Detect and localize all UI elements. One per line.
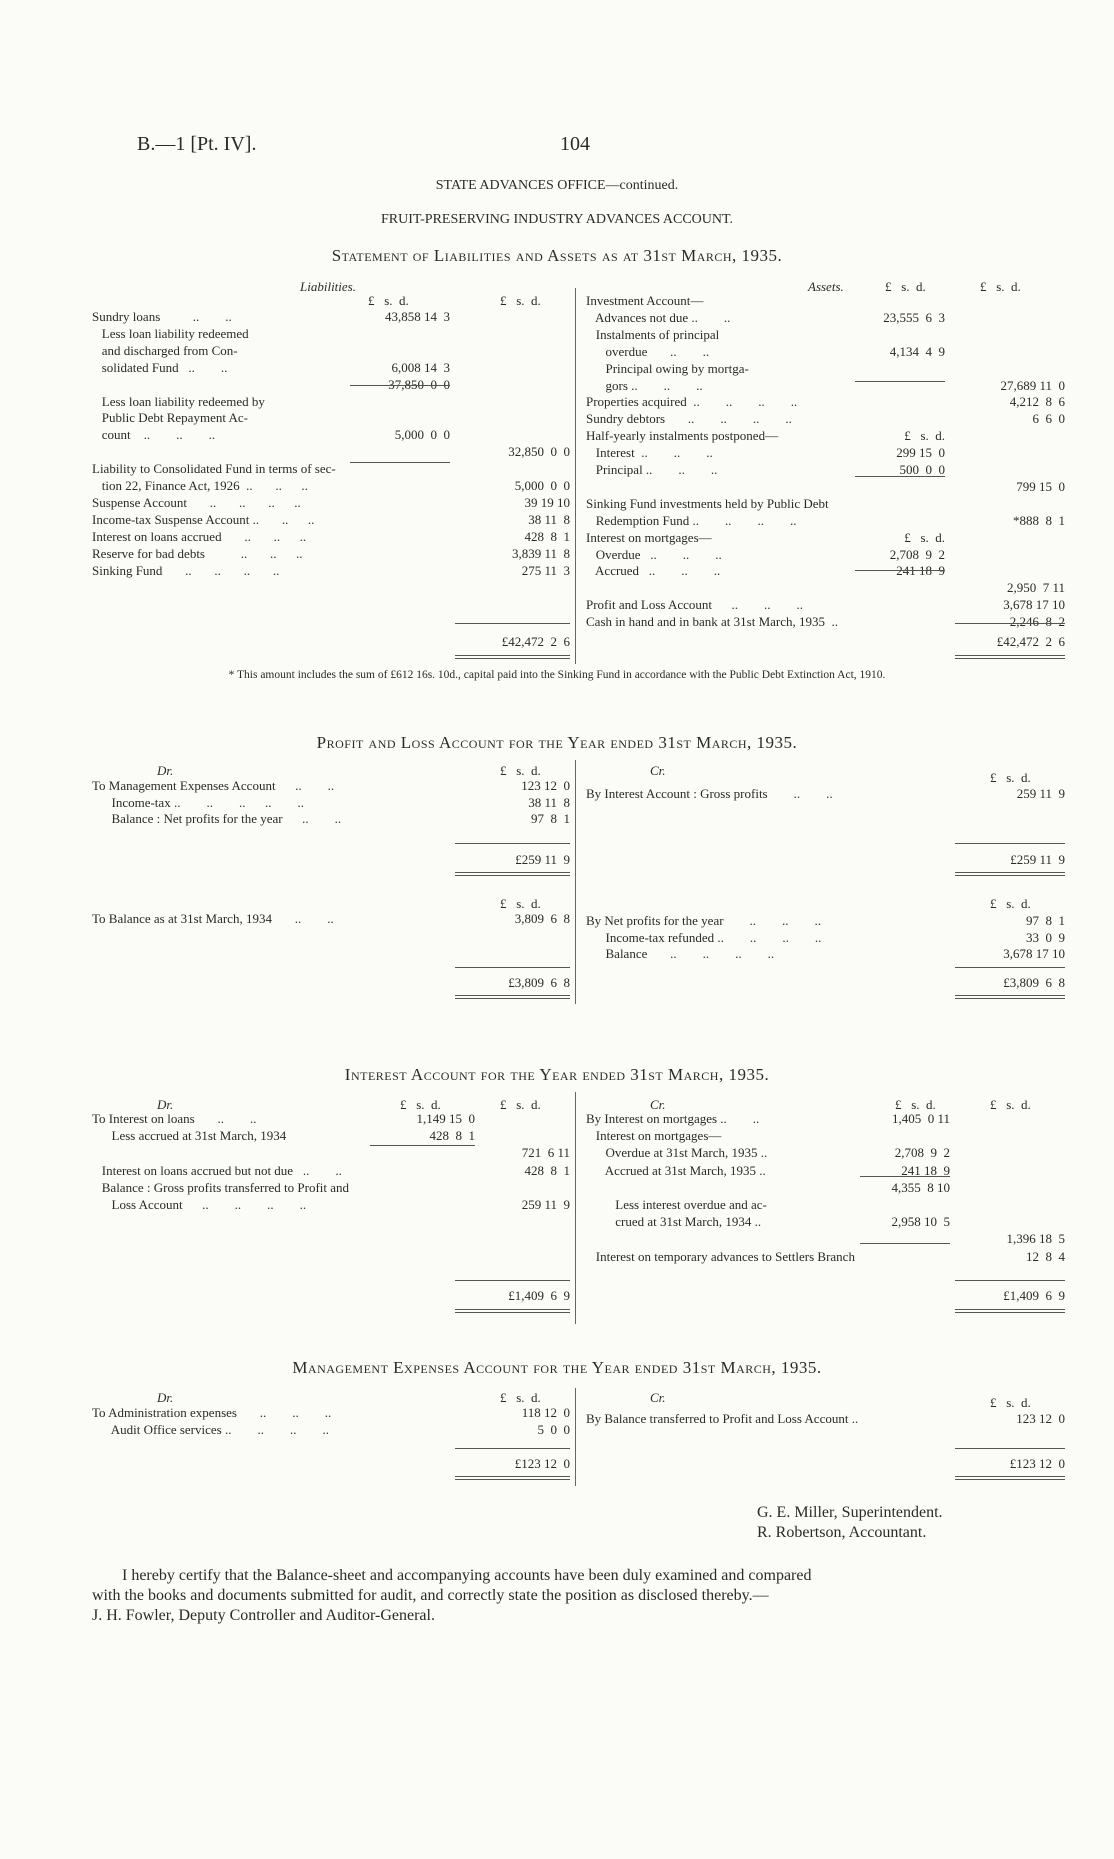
- signature-superintendent: G. E. Miller, Superintendent.: [757, 1504, 943, 1521]
- asset-row: [586, 378, 1066, 394]
- liability-c2-value: 428 8 1: [524, 528, 570, 544]
- asset-c2-value: 3,678 17 10: [1003, 597, 1065, 613]
- asset-label: Sundry debtors .. .. .. ..: [586, 411, 792, 427]
- ia-right-c2-value: 12 8 4: [1026, 1248, 1065, 1264]
- liability-row: [92, 360, 572, 376]
- asset-row: [586, 580, 1066, 596]
- me-left-total: £123 12 0: [514, 1456, 570, 1471]
- liability-row: [92, 563, 572, 579]
- me-right-label: By Balance transferred to Profit and Loss Account ..: [586, 1411, 859, 1426]
- ia-right-label: crued at 31st March, 1934 ..: [586, 1214, 762, 1230]
- asset-label: Principal .. .. ..: [586, 462, 718, 477]
- pl-left-label: Income-tax .. .. .. .. ..: [92, 794, 304, 810]
- asset-c1-value: 500 0 0: [899, 462, 945, 477]
- ia-right-c1-value: 2,708 9 2: [894, 1145, 950, 1161]
- liability-label: Less loan liability redeemed by: [92, 393, 265, 409]
- asset-col-header-2: £ s. d.: [980, 279, 1021, 294]
- liability-row: [92, 343, 572, 359]
- liability-label: Suspense Account .. .. .. ..: [92, 494, 301, 510]
- liab-col-header-1: £ s. d.: [368, 293, 409, 308]
- liability-row: [92, 377, 572, 393]
- ia-right-row: [586, 1231, 1066, 1247]
- pl-right2-row: [586, 946, 1066, 962]
- pl-right2-v-value: 97 8 1: [1026, 913, 1065, 928]
- asset-label: Cash in hand and in bank at 31st March, 1935 ..: [586, 614, 839, 630]
- liability-label: solidated Fund .. ..: [92, 359, 228, 375]
- asset-label: overdue .. ..: [586, 343, 710, 359]
- asset-c2-value: 2,246 8 2: [1009, 614, 1065, 630]
- office-title: STATE ADVANCES OFFICE—continued.: [435, 178, 679, 193]
- me-right-col: £ s. d.: [990, 1395, 1031, 1410]
- asset-row: [586, 513, 1066, 529]
- asset-row: [586, 479, 1066, 495]
- ia-left-c1-value: 428 8 1: [429, 1128, 475, 1144]
- ia-left-c1-value: 1,149 15 0: [416, 1111, 475, 1126]
- pl-dr: Dr.: [157, 763, 174, 778]
- asset-row: [586, 428, 1066, 444]
- ia-left-c2-value: 259 11 9: [521, 1197, 570, 1212]
- ia-right-c2-value: 1,396 18 5: [1006, 1231, 1065, 1247]
- asset-label: Interest .. .. ..: [586, 445, 713, 461]
- liability-row: [92, 461, 572, 477]
- asset-c1-value: 23,555 6 3: [883, 309, 945, 325]
- ia-left-col2: £ s. d.: [500, 1097, 541, 1112]
- pl-left-row: [92, 795, 572, 811]
- pl-right2-row: [586, 913, 1066, 929]
- pl-right-col: £ s. d.: [990, 770, 1031, 785]
- pl-right-v-value: 259 11 9: [1016, 786, 1065, 801]
- me-dr: Dr.: [157, 1390, 174, 1405]
- pl-left-row: [92, 778, 572, 794]
- ia-left-row: [92, 1180, 572, 1196]
- assets-heading: Assets.: [808, 279, 844, 294]
- asset-c2-value: 27,689 11 0: [1000, 377, 1065, 393]
- asset-c1-value: 299 15 0: [896, 445, 945, 461]
- me-left-v-value: 5 0 0: [537, 1421, 570, 1437]
- ia-right-label: By Interest on mortgages .. ..: [586, 1111, 760, 1126]
- ia-right-label: Accrued at 31st March, 1935 ..: [586, 1162, 766, 1178]
- liability-row: [92, 326, 572, 342]
- me-left-row: [92, 1405, 572, 1421]
- liability-row: [92, 478, 572, 494]
- liability-label: tion 22, Finance Act, 1926 .. .. ..: [92, 478, 308, 493]
- asset-label: Half-yearly instalments postponed—: [586, 428, 779, 444]
- asset-label: gors .. .. ..: [586, 377, 703, 393]
- balance-sheet-divider: [575, 288, 576, 664]
- liability-row: [92, 444, 572, 460]
- ia-right-row: [586, 1111, 1066, 1127]
- pl-right-label: By Interest Account : Gross profits .. ..: [586, 786, 833, 801]
- asset-row: [586, 310, 1066, 326]
- asset-row: [586, 530, 1066, 546]
- ia-left-label: To Interest on loans .. ..: [92, 1111, 257, 1126]
- ia-left-label: Loss Account .. .. .. ..: [92, 1197, 307, 1212]
- liab-col-header-2: £ s. d.: [500, 293, 541, 308]
- pl-cr: Cr.: [650, 763, 666, 778]
- pl-left2-v-value: 3,809 6 8: [514, 911, 570, 926]
- pl-left-v-value: 38 11 8: [528, 794, 570, 810]
- me-title: Management Expenses Account for the Year ended 31st March, 1935.: [292, 1358, 822, 1377]
- ia-left-label: Less accrued at 31st March, 1934: [92, 1128, 287, 1144]
- pl-right-row: [586, 786, 1066, 802]
- pl-right2-label: Balance .. .. .. ..: [586, 946, 775, 961]
- me-divider: [575, 1388, 576, 1486]
- asset-c1-value: 241 18 9: [896, 563, 945, 579]
- pl-right-total: £259 11 9: [1010, 852, 1065, 867]
- ia-left-c2-value: 721 6 11: [521, 1145, 570, 1161]
- me-right-v-value: 123 12 0: [1016, 1411, 1065, 1426]
- ia-left-row: [92, 1111, 572, 1127]
- asset-label: Profit and Loss Account .. .. ..: [586, 597, 804, 613]
- ia-right-row: [586, 1163, 1066, 1179]
- signature-accountant: R. Robertson, Accountant.: [757, 1524, 927, 1541]
- me-right-row: [586, 1411, 1066, 1427]
- liability-label: and discharged from Con-: [92, 342, 238, 358]
- asset-c2-value: 799 15 0: [1016, 478, 1065, 494]
- ia-right-total: £1,409 6 9: [1003, 1288, 1065, 1303]
- liability-row: [92, 427, 572, 443]
- pl-left-row: [92, 811, 572, 827]
- liability-c1-value: 6,008 14 3: [391, 359, 450, 375]
- asset-row: [586, 327, 1066, 343]
- pl-right2-row: [586, 930, 1066, 946]
- ia-divider: [575, 1092, 576, 1324]
- asset-row: [586, 344, 1066, 360]
- asset-label: Properties acquired .. .. .. ..: [586, 394, 798, 410]
- ia-right-row: [586, 1197, 1066, 1213]
- pl-right2-total: £3,809 6 8: [1003, 975, 1065, 990]
- pl-left-col: £ s. d.: [500, 763, 541, 778]
- pl-right2-v-value: 33 0 9: [1026, 929, 1065, 945]
- liability-row: [92, 495, 572, 511]
- asset-label: Accrued .. .. ..: [586, 563, 721, 579]
- asset-label: Instalments of principal: [586, 326, 720, 342]
- asset-row: [586, 547, 1066, 563]
- ia-right-c1-value: 1,405 0 11: [891, 1111, 950, 1126]
- pl-right2-col: £ s. d.: [990, 896, 1031, 911]
- ia-right-label: Overdue at 31st March, 1935 ..: [586, 1145, 768, 1161]
- ia-left-row: [92, 1163, 572, 1179]
- ia-right-c1-value: 4,355 8 10: [891, 1179, 950, 1195]
- ia-right-label: Less interest overdue and ac-: [586, 1197, 767, 1212]
- liabilities-total: £42,472 2 6: [501, 634, 570, 649]
- me-left-v-value: 118 12 0: [521, 1405, 570, 1420]
- me-cr: Cr.: [650, 1390, 666, 1405]
- page-reference: B.—1 [Pt. IV].: [137, 133, 257, 155]
- page-number: 104: [560, 133, 590, 155]
- asset-c2-value: *888 8 1: [1013, 512, 1065, 528]
- liability-c2-value: 39 19 10: [524, 494, 570, 510]
- pl-title: Profit and Loss Account for the Year ended 31st March, 1935.: [316, 733, 798, 752]
- ia-right-row: [586, 1180, 1066, 1196]
- ia-left-row: [92, 1145, 572, 1161]
- asset-c1-value: £ s. d.: [904, 428, 945, 444]
- asset-label: Overdue .. .. ..: [586, 546, 722, 562]
- liabilities-heading: Liabilities.: [300, 279, 356, 294]
- ia-left-col1: £ s. d.: [400, 1097, 441, 1112]
- ia-left-row: [92, 1197, 572, 1213]
- liability-c2-value: 275 11 3: [521, 562, 570, 578]
- asset-row: [586, 462, 1066, 478]
- certificate-line-3: J. H. Fowler, Deputy Controller and Auditor-General.: [92, 1607, 435, 1624]
- liability-c2-value: 38 11 8: [528, 511, 570, 527]
- ia-right-label: Interest on mortgages—: [586, 1128, 722, 1144]
- assets-total: £42,472 2 6: [996, 634, 1065, 649]
- liability-row: [92, 394, 572, 410]
- ia-cr: Cr.: [650, 1097, 666, 1112]
- asset-c1-value: 2,708 9 2: [889, 546, 945, 562]
- pl-divider: [575, 760, 576, 1004]
- asset-row: [586, 445, 1066, 461]
- ia-right-label: Interest on temporary advances to Settlers Branch: [586, 1248, 855, 1264]
- statement-title: Statement of Liabilities and Assets as at 31st March, 1935.: [331, 246, 783, 265]
- asset-label: Sinking Fund investments held by Public Debt: [586, 495, 829, 511]
- pl-left2-row: [92, 911, 572, 927]
- ia-left-row: [92, 1128, 572, 1144]
- certificate-line-2: with the books and documents submitted for audit, and correctly state the position as disclosed thereby.—: [92, 1587, 769, 1604]
- ia-left-label: Interest on loans accrued but not due .. ..: [92, 1162, 342, 1178]
- liability-label: Public Debt Repayment Ac-: [92, 410, 248, 426]
- pl-left2-label: To Balance as at 31st March, 1934 .. ..: [92, 911, 334, 926]
- liability-row: [92, 512, 572, 528]
- asset-row: [586, 597, 1066, 613]
- asset-c1-value: 4,134 4 9: [889, 343, 945, 359]
- asset-label: Interest on mortgages—: [586, 529, 712, 545]
- asset-label: Investment Account—: [586, 293, 704, 308]
- footnote: * This amount includes the sum of £612 16s. 10d., capital paid into the Sinking Fund in accordance with the Public Debt Extinction Act, 1910.: [228, 669, 886, 681]
- pl-left-v-value: 123 12 0: [521, 778, 570, 793]
- ia-right-c1-value: 241 18 9: [901, 1162, 950, 1178]
- ia-title: Interest Account for the Year ended 31st March, 1935.: [344, 1065, 770, 1084]
- asset-label: Advances not due .. ..: [586, 309, 731, 325]
- asset-c2-value: 4,212 8 6: [1009, 394, 1065, 410]
- liability-label: Interest on loans accrued .. .. ..: [92, 528, 307, 544]
- me-left-label: To Administration expenses .. .. ..: [92, 1405, 332, 1420]
- asset-col-header-1: £ s. d.: [885, 279, 926, 294]
- asset-row: [586, 563, 1066, 579]
- ia-right-row: [586, 1249, 1066, 1265]
- pl-right2-label: By Net profits for the year .. .. ..: [586, 913, 822, 928]
- liability-row: [92, 546, 572, 562]
- asset-row: [586, 496, 1066, 512]
- pl-left2-total: £3,809 6 8: [508, 975, 570, 990]
- pl-left2-col: £ s. d.: [500, 896, 541, 911]
- pl-left-total: £259 11 9: [515, 852, 570, 867]
- me-left-label: Audit Office services .. .. .. ..: [92, 1421, 329, 1437]
- liability-row: [92, 529, 572, 545]
- liability-label: Less loan liability redeemed: [92, 325, 249, 341]
- ia-right-row: [586, 1145, 1066, 1161]
- liability-c1-value: 5,000 0 0: [394, 427, 450, 443]
- me-left-col: £ s. d.: [500, 1390, 541, 1405]
- me-left-row: [92, 1422, 572, 1438]
- liability-label: Income-tax Suspense Account .. .. ..: [92, 511, 315, 527]
- asset-c2-value: 2,950 7 11: [1006, 580, 1065, 596]
- ia-right-row: [586, 1214, 1066, 1230]
- asset-row: [586, 394, 1066, 410]
- ia-right-c1-value: 2,958 10 5: [891, 1214, 950, 1230]
- liability-label: Reserve for bad debts .. .. ..: [92, 545, 303, 561]
- asset-row: [586, 361, 1066, 377]
- asset-c2-value: 6 6 0: [1032, 411, 1065, 427]
- liability-c2-value: 32,850 0 0: [508, 444, 570, 460]
- liability-c1-value: 43,858 14 3: [385, 309, 450, 324]
- pl-left-label: To Management Expenses Account .. ..: [92, 778, 335, 793]
- asset-label: Principal owing by mortga-: [586, 360, 749, 376]
- liability-label: Sinking Fund .. .. .. ..: [92, 562, 280, 578]
- liability-row: [92, 410, 572, 426]
- liability-label: Liability to Consolidated Fund in terms of sec-: [92, 461, 336, 477]
- ia-right-col2: £ s. d.: [990, 1097, 1031, 1112]
- liability-c1-value: 37,850 0 0: [388, 376, 450, 392]
- me-right-total: £123 12 0: [1009, 1456, 1065, 1471]
- ia-right-row: [586, 1128, 1066, 1144]
- pl-right2-label: Income-tax refunded .. .. .. ..: [586, 929, 822, 945]
- liability-label: count .. .. ..: [92, 427, 216, 443]
- ia-dr: Dr.: [157, 1097, 174, 1112]
- ia-left-c2-value: 428 8 1: [524, 1162, 570, 1178]
- asset-row: [586, 293, 1066, 309]
- ia-left-total: £1,409 6 9: [508, 1288, 570, 1303]
- liability-c2-value: 3,839 11 8: [511, 545, 570, 561]
- account-title: FRUIT-PRESERVING INDUSTRY ADVANCES ACCOUNT.: [380, 212, 734, 227]
- ia-left-label: Balance : Gross profits transferred to Profit and: [92, 1179, 350, 1195]
- pl-right2-v-value: 3,678 17 10: [1003, 946, 1065, 961]
- asset-row: [586, 411, 1066, 427]
- liability-label: Sundry loans .. ..: [92, 309, 232, 324]
- pl-left-v-value: 97 8 1: [531, 811, 570, 826]
- certificate-line-1: I hereby certify that the Balance-sheet and accompanying accounts have been duly examined and compared: [122, 1567, 812, 1584]
- pl-left-label: Balance : Net profits for the year .. ..: [92, 811, 342, 826]
- liability-row: [92, 309, 572, 325]
- asset-c1-value: £ s. d.: [904, 529, 945, 545]
- liability-c2-value: 5,000 0 0: [514, 478, 570, 493]
- ia-right-col1: £ s. d.: [895, 1097, 936, 1112]
- asset-label: Redemption Fund .. .. .. ..: [586, 512, 797, 528]
